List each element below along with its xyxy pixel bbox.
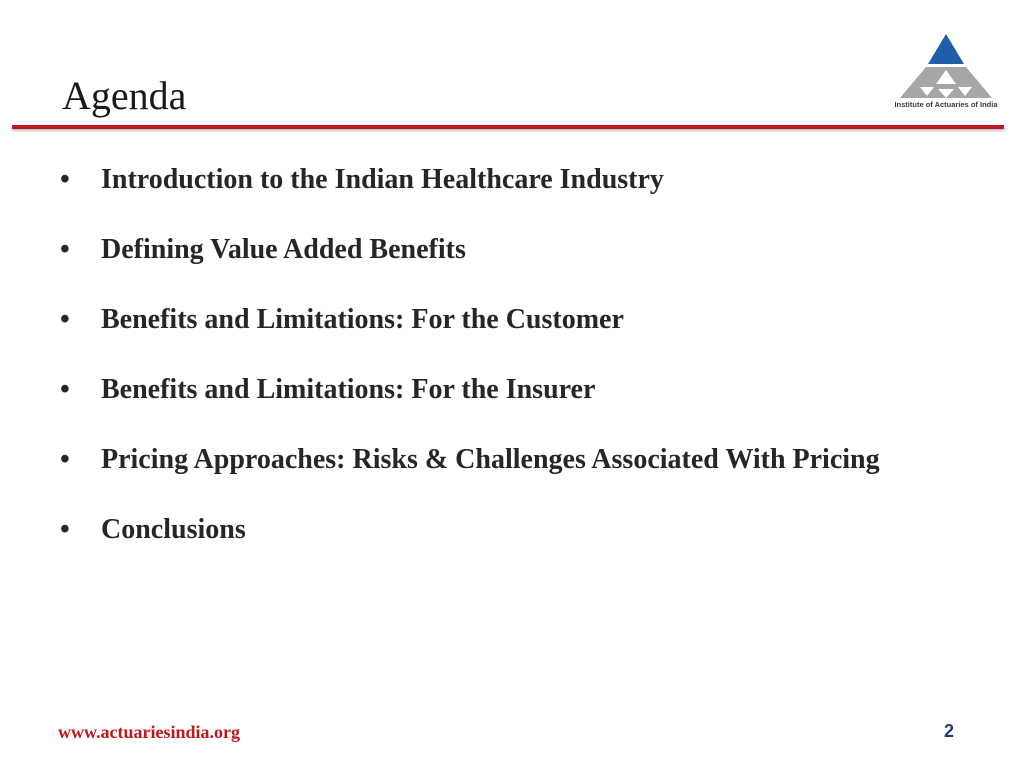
agenda-item [0,220,1024,280]
agenda-item [0,290,1024,350]
agenda-item-text: Defining Value Added Benefits [101,234,466,265]
bullet-icon: • [60,514,70,545]
agenda-item-text: Conclusions [101,514,246,545]
triangle-logo-icon [898,32,994,100]
bullet-icon: • [60,164,70,195]
agenda-item [0,150,1024,210]
bullet-icon: • [60,444,70,475]
agenda-item [0,360,1024,420]
agenda-item-text: Introduction to the Indian Healthcare Industry [101,164,664,195]
institute-logo [894,32,998,112]
slide-title: Agenda [62,73,187,118]
title-divider [12,125,1004,129]
agenda-item-text: Pricing Approaches: Risks & Challenges Associated With Pricing [101,444,880,475]
logo-caption: Institute of Actuaries of India [894,100,998,109]
bullet-icon: • [60,234,70,265]
bullet-icon: • [60,304,70,335]
page-number: 2 [944,721,955,741]
footer-website-link[interactable]: www.actuariesindia.org [58,722,240,742]
bullet-icon: • [60,374,70,405]
agenda-item-text: Benefits and Limitations: For the Insurer [101,374,596,405]
agenda-item-text: Benefits and Limitations: For the Customer [101,304,624,335]
agenda-item [0,430,1024,490]
agenda-item [0,500,1024,560]
agenda-list [0,150,1024,570]
